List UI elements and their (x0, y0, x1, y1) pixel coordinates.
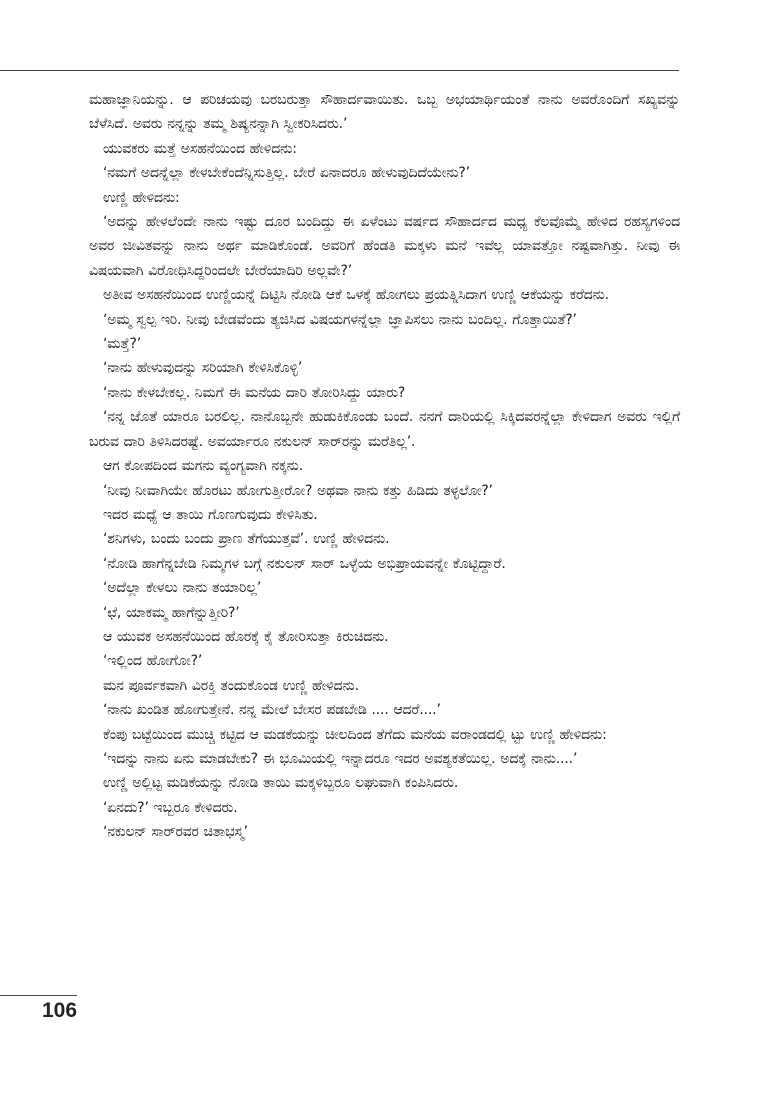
top-rule (0, 70, 679, 71)
paragraph: ‘ನಾನು ಖಂಡಿತ ಹೋಗುತ್ತೇನೆ. ನನ್ನ ಮೇಲೆ ಬೇಸರ ಪಡಬೇಡಿ .... ಆದರೆ....’ (103, 702, 441, 719)
page-body (89, 88, 680, 845)
paragraph: ಮನ ಪೂರ್ವಕವಾಗಿ ವಿರಕ್ತಿ ತಂದುಕೊಂಡ ಉಣ್ಣಿ ಹೇಳಿದನು. (103, 677, 359, 694)
paragraph: ಉಣ್ಣಿ ಅಲ್ಲಿಟ್ಟ ಮಡಿಕೆಯನ್ನು ನೋಡಿ ತಾಯಿ ಮಕ್ಕಳಿಬ್ಬರೂ ಲಘುವಾಗಿ ಕಂಪಿಸಿದರು. (103, 775, 459, 792)
paragraph: ‘ಅಮ್ಮ ಸ್ವಲ್ಪ ಇರಿ. ನೀವು ಬೇಡವೆಂದು ತ್ಯಜಿಸಿದ ವಿಷಯಗಳನ್ನೆಲ್ಲಾ ಜ್ಞಾಪಿಸಲು ನಾನು ಬಂದಿಲ್ಲ. ಗೊತ್ತಾಯಿತೆ?’ (103, 311, 577, 328)
paragraph: ‘ಮತ್ತೆ?’ (103, 336, 142, 353)
paragraph: ‘ನಾನು ಕೇಳಬೇಕಲ್ಲ. ನಿಮಗೆ ಈ ಮನೆಯ ದಾರಿ ತೋರಿಸಿದ್ದು ಯಾರು? (103, 384, 406, 401)
paragraph: ಮಹಾಜ್ಞಾನಿಯನ್ನು. ಆ ಪರಿಚಯವು ಬರಬರುತ್ತಾ ಸೌಹಾರ್ದವಾಯಿತು. ಒಬ್ಬ ಅಭಯಾರ್ಥಿಯಂತೆ ನಾನು ಅವರೊಂದಿಗೆ ಸಖ್ಯವನ್ನು ಬೆಳೆಸಿದೆ. ಅವರು ನನ್ನನ್ನು ತಮ್ಮ ಶಿಷ್ಯನನ್ನಾಗಿ ಸ್ವೀಕರಿಸಿದರು.’ (89, 92, 680, 133)
paragraph: ‘ಅದೆಲ್ಲಾ ಕೇಳಲು ನಾನು ತಯಾರಿಲ್ಲ’ (103, 580, 262, 597)
paragraph: ಯುವಕರು ಮತ್ತೆ ಅಸಹನೆಯಿಂದ ಹೇಳಿದನು: (103, 140, 297, 157)
paragraph: ‘ನನ್ನ ಜೊತೆ ಯಾರೂ ಬರಲಿಲ್ಲ. ನಾನೊಬ್ಬನೇ ಹುಡುಕಿಕೊಂಡು ಬಂದೆ. ನನಗೆ ದಾರಿಯಲ್ಲಿ ಸಿಕ್ಕಿದವರನ್ನೆಲ್ಲಾ ಕೇಳಿದಾಗ ಅವರು ಇಲ್ಲಿಗೆ ಬರುವ ದಾರಿ ತಿಳಿಸಿದರಷ್ಟೆ. ಅವರ್ಯಾರೂ ನಕುಲನ್ ಸಾರ್‌ರನ್ನು ಮರೆತಿಲ್ಲ’. (89, 409, 680, 450)
paragraph: ಅತೀವ ಅಸಹನೆಯಿಂದ ಉಣ್ಣಿಯನ್ನೆ ದಿಟ್ಟಿಸಿ ನೋಡಿ ಆಕೆ ಒಳಕ್ಕೆ ಹೋಗಲು ಪ್ರಯತ್ನಿಸಿದಾಗ ಉಣ್ಣಿ ಆಕೆಯನ್ನು ಕರೆದನು. (103, 287, 609, 304)
paragraph: ಕೆಂಪು ಬಟ್ಟೆಯಿಂದ ಮುಚ್ಚಿ ಕಟ್ಟಿದ ಆ ಮಡಕೆಯನ್ನು ಚೀಲದಿಂದ ತೆಗೆದು ಮನೆಯ ವರಾಂಡದಲ್ಲಿ ಟ್ಟು ಉಣ್ಣಿ ಹೇಳಿದನು: (103, 726, 607, 743)
paragraph: ‘ನಮಗೆ ಅದನ್ನೆಲ್ಲಾ ಕೇಳಬೇಕೆಂದೆನ್ನಿಸುತ್ತಿಲ್ಲ. ಬೇರೆ ಏನಾದರೂ ಹೇಳುವುದಿದೆಯೇನು?’ (103, 165, 470, 182)
paragraph: ‘ಏನದು?’ ಇಬ್ಬರೂ ಕೇಳಿದರು. (103, 799, 238, 816)
paragraph: ‘ಇದನ್ನು ನಾನು ಏನು ಮಾಡಬೇಕು? ಈ ಭೂಮಿಯಲ್ಲಿ ಇನ್ನಾದರೂ ಇದರ ಅವಶ್ಯಕತೆಯಿಲ್ಲ. ಅದಕ್ಕೆ ನಾನು....’ (103, 750, 578, 767)
footer-rule (0, 995, 77, 996)
paragraph: ‘ನಾನು ಹೇಳುವುದನ್ನು ಸರಿಯಾಗಿ ಕೇಳಿಸಿಕೊಳ್ಳಿ’ (103, 360, 303, 377)
paragraph: ‘ಇಲ್ಲಿಂದ ಹೋಗೋ?’ (103, 653, 203, 670)
paragraph: ‘ನೀವು ನೀವಾಗಿಯೇ ಹೊರಟು ಹೋಗುತ್ತೀರೋ? ಅಥವಾ ನಾನು ಕತ್ತು ಹಿಡಿದು ತಳ್ಳಲೋ?’ (103, 482, 493, 499)
paragraph: ‘ಅದನ್ನು ಹೇಳಲೆಂದೇ ನಾನು ಇಷ್ಟು ದೂರ ಬಂದಿದ್ದು ಈ ಏಳೆಂಟು ವರ್ಷದ ಸೌಹಾರ್ದದ ಮಧ್ಯ ಕೆಲವೊಮ್ಮೆ ಹೇಳಿದ ರಹಸ್ಯಗಳಿಂದ ಅವರ ಜೀವಿತವನ್ನು ನಾನು ಅರ್ಥ ಮಾಡಿಕೊಂಡೆ. ಅವರಿಗೆ ಹೆಂಡತಿ ಮಕ್ಕಳು ಮನೆ ಇವೆಲ್ಲ ಯಾವತ್ತೋ ನಷ್ಟವಾಗಿತ್ತು. ನೀವು ಈ ವಿಷಯವಾಗಿ ವಿರೋಧಿಸಿದ್ದರಿಂದಲೇ ಬೇರೆಯಾದಿರಿ ಅಲ್ಲವೇ?’ (89, 214, 680, 279)
paragraph: ‘ಛೆ, ಯಾಕಮ್ಮ ಹಾಗೆನ್ನುತ್ತೀರಿ?’ (103, 604, 240, 621)
paragraph: ಆಗ ಕೋಪದಿಂದ ಮಗನು ವ್ಯಂಗ್ಯವಾಗಿ ನಕ್ಕನು. (103, 458, 303, 475)
paragraph: ‘ಶನಿಗಳು, ಬಂದು ಬಂದು ಪ್ರಾಣ ತೆಗೆಯುತ್ತವೆ’. ಉಣ್ಣಿ ಹೇಳಿದನು. (103, 531, 390, 548)
paragraph: ಆ ಯುವಕ ಅಸಹನೆಯಿಂದ ಹೊರಕ್ಕೆ ಕೈ ತೋರಿಸುತ್ತಾ ಕಿರುಚಿದನು. (103, 628, 389, 645)
paragraph: ಉಣ್ಣಿ ಹೇಳಿದನು: (103, 189, 180, 206)
paragraph: ‘ನಕುಲನ್ ಸಾರ್‌ರವರ ಚಿತಾಭಸ್ಮ’ (103, 824, 248, 841)
paragraph: ಇದರ ಮಧ್ಯೆ ಆ ತಾಯಿ ಗೊಣಗುವುದು ಕೇಳಿಸಿತು. (103, 506, 318, 523)
paragraph: ‘ನೋಡಿ ಹಾಗೆನ್ನಬೇಡಿ ನಿಮ್ಮಗಳ ಬಗ್ಗೆ ನಕುಲನ್ ಸಾರ್ ಒಳ್ಳೆಯ ಅಭಿಪ್ರಾಯವನ್ನೇ ಕೊಟ್ಟಿದ್ದಾರೆ. (103, 555, 506, 572)
page-number: 106 (42, 999, 78, 1022)
